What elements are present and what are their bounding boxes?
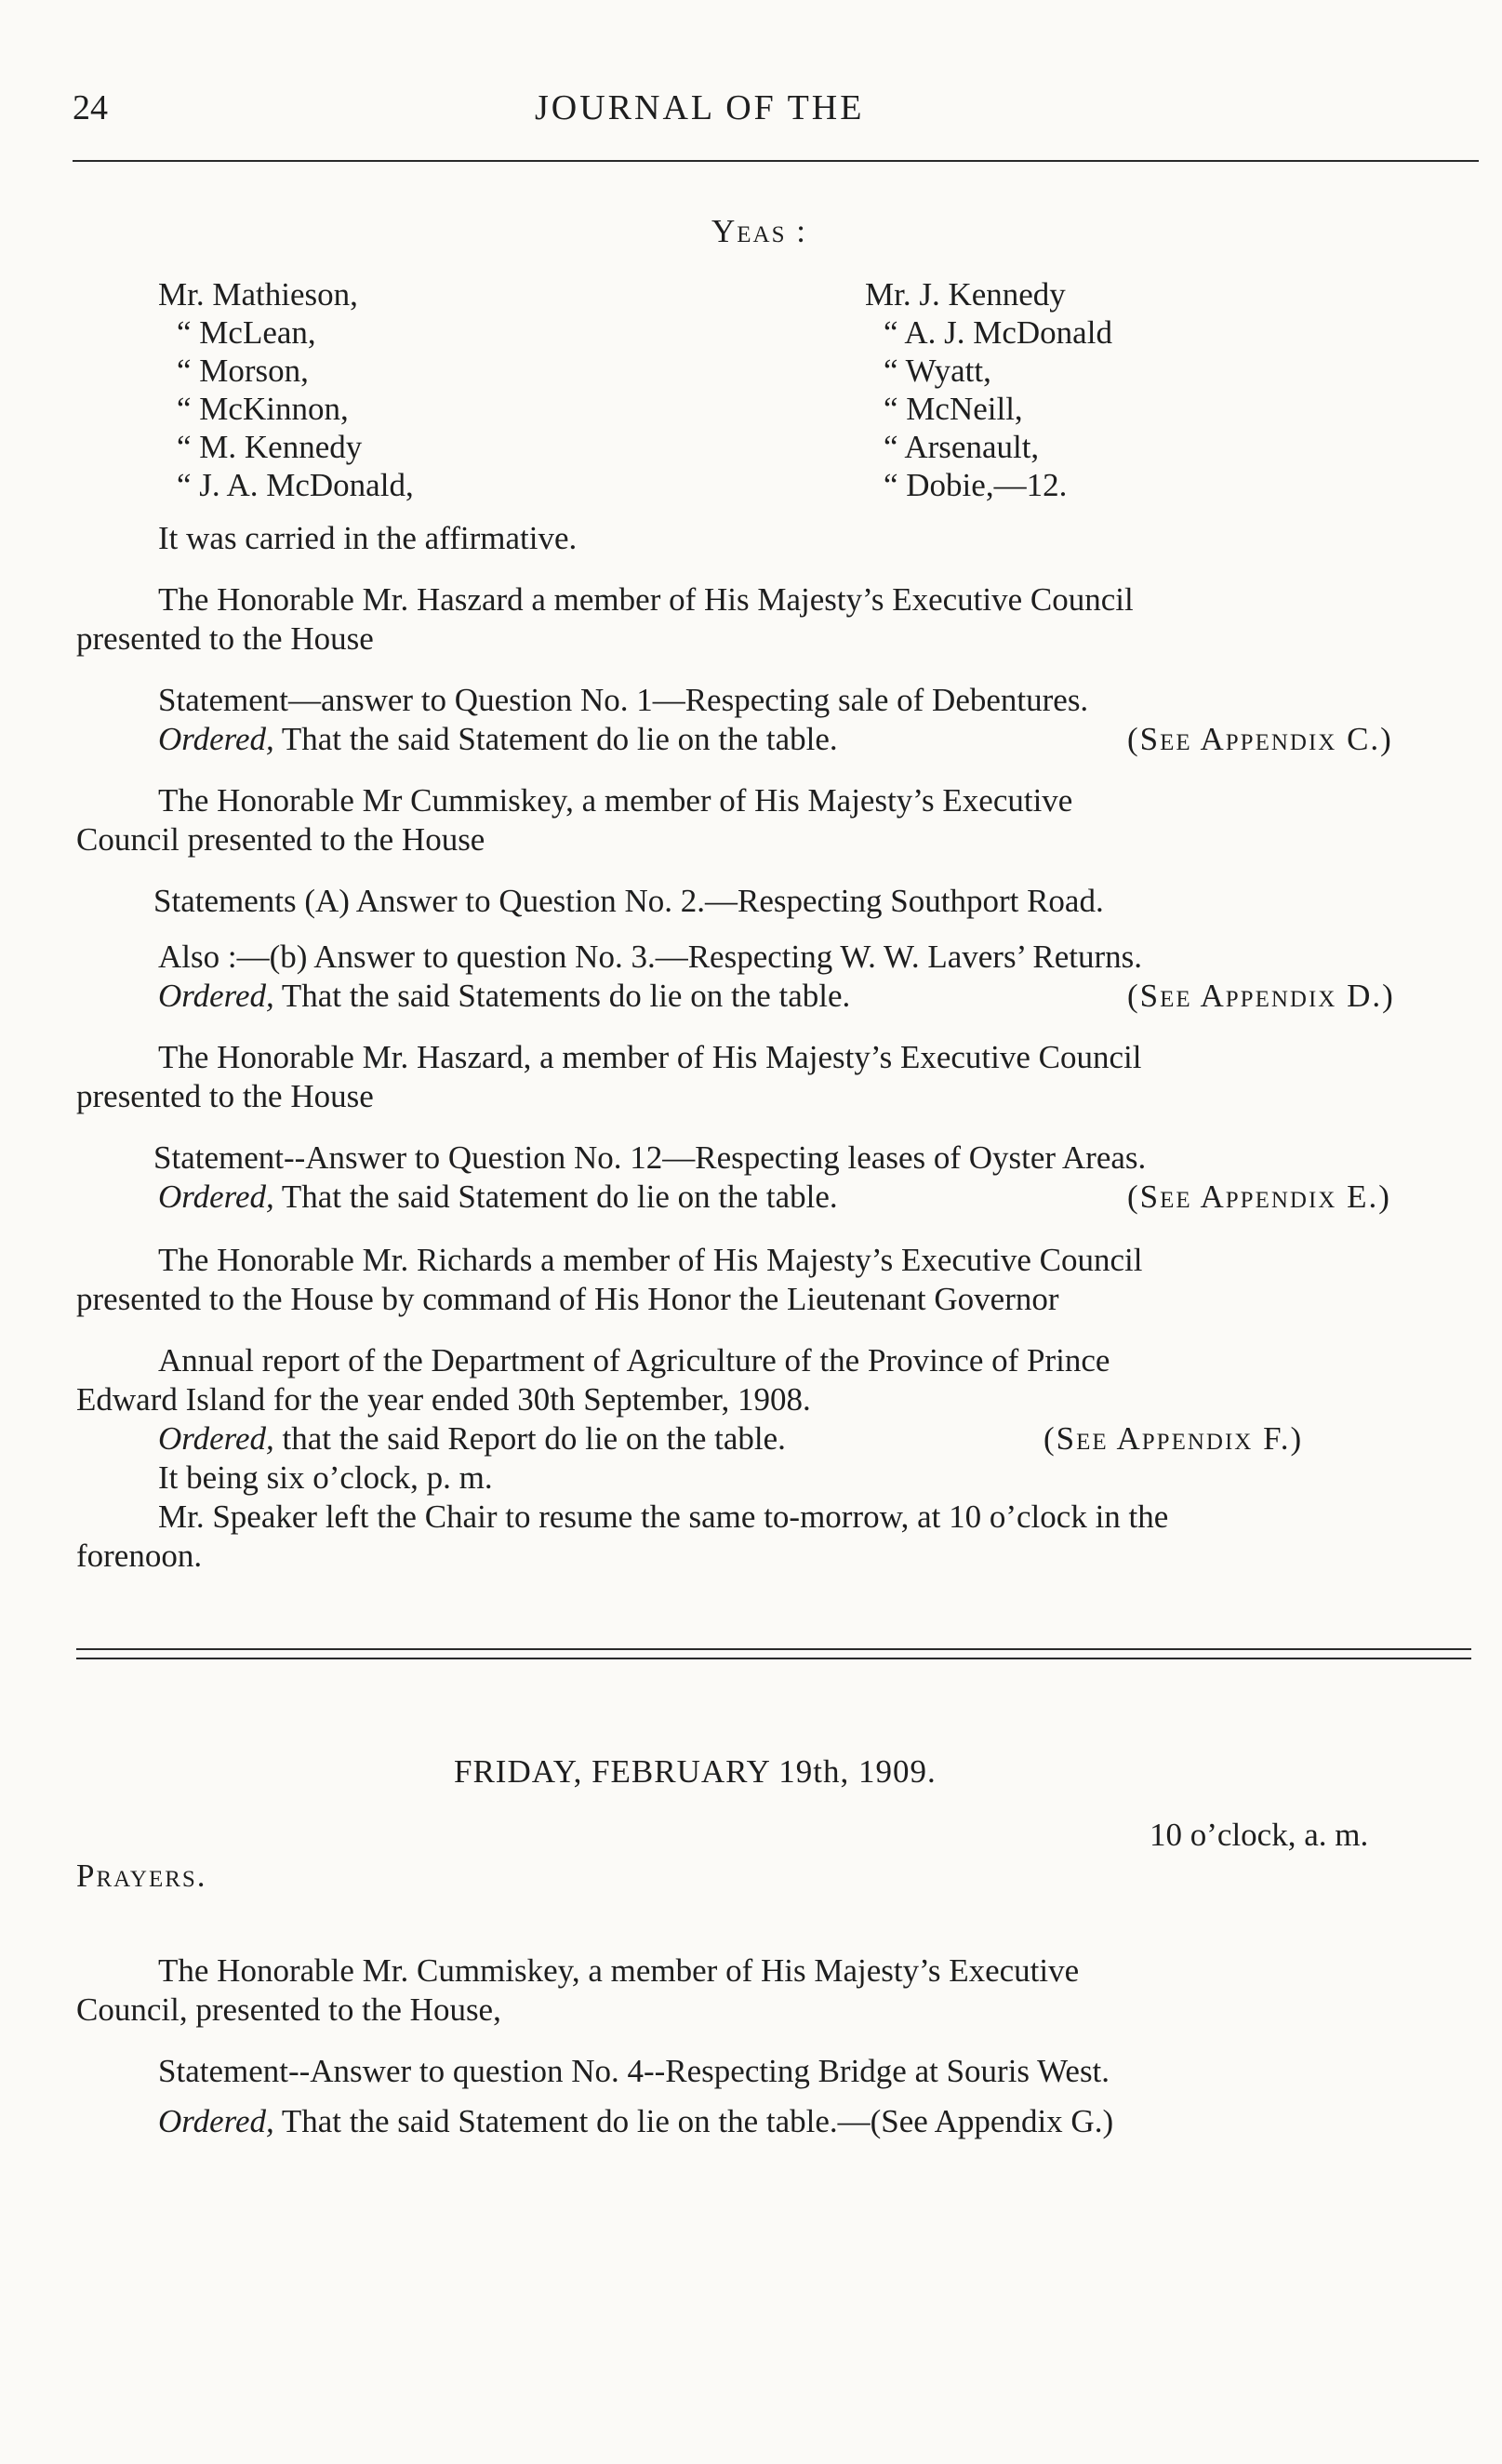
p4-report-line1: Annual report of the Department of Agriculture of the Province of Prince [158,1342,1110,1379]
p1-statement: Statement—answer to Question No. 1—Respecting sale of Debentures. [158,682,1089,718]
p2-line1: The Honorable Mr Cummiskey, a member of His Majesty’s Executive [158,782,1073,819]
friday-line1: The Honorable Mr. Cummiskey, a member of His Majesty’s Executive [158,1952,1080,1989]
ordered-text: That the said Statements do lie on the table. [281,978,851,1014]
ordered-label: Ordered, [158,1179,274,1215]
prayers-heading: Prayers. [76,1858,207,1894]
yea-right-3: “ Wyatt, [884,353,991,389]
yeas-heading: Yeas : [711,213,807,249]
running-title: JOURNAL OF THE [535,88,865,127]
p4-clock: It being six o’clock, p. m. [158,1459,493,1496]
p1-line2: presented to the House [76,620,374,657]
ordered-text: that the said Report do lie on the table. [282,1420,786,1457]
ordered-text: That the said Statement do lie on the table.—(See Appendix G.) [281,2103,1114,2139]
ordered-label: Ordered, [158,721,274,757]
page-number: 24 [73,88,108,127]
p4-appendix: (See Appendix F.) [1043,1420,1304,1457]
vote-result: It was carried in the affirmative. [158,520,578,556]
p2-ordered [158,977,850,1016]
ordered-label: Ordered, [158,2103,274,2139]
yea-right-1: Mr. J. Kennedy [865,276,1066,313]
p3-appendix: (See Appendix E.) [1127,1179,1391,1215]
ordered-label: Ordered, [158,1420,274,1457]
sitting-time: 10 o’clock, a. m. [1150,1817,1369,1853]
p1-ordered [158,720,838,759]
yea-left-4: “ McKinnon, [177,391,349,427]
ordered-text: That the said Statement do lie on the table. [281,721,838,757]
section-rule-bottom [76,1658,1471,1659]
friday-statement: Statement--Answer to question No. 4--Respecting Bridge at Souris West. [158,2053,1110,2089]
p4-line2: presented to the House by command of His Honor the Lieutenant Governor [76,1281,1059,1317]
yea-left-5: “ M. Kennedy [177,429,363,465]
p4-report-line2: Edward Island for the year ended 30th September, 1908. [76,1381,811,1418]
p1-appendix: (See Appendix C.) [1127,721,1393,757]
p4-speaker-line1: Mr. Speaker left the Chair to resume the same to-morrow, at 10 o’clock in the [158,1498,1169,1535]
yea-right-4: “ McNeill, [884,391,1023,427]
yea-left-1: Mr. Mathieson, [158,276,358,313]
p2-statement-a: Statements (A) Answer to Question No. 2.—Respecting Southport Road. [153,883,1104,919]
yea-right-6: “ Dobie,—12. [884,467,1068,503]
p1-line1: The Honorable Mr. Haszard a member of His Majesty’s Executive Council [158,581,1134,618]
header-rule [73,160,1479,162]
p3-statement: Statement--Answer to Question No. 12—Respecting leases of Oyster Areas. [153,1139,1147,1176]
friday-date: FRIDAY, FEBRUARY 19th, 1909. [454,1753,937,1790]
p4-speaker-line2: forenoon. [76,1538,203,1574]
section-rule-top [76,1648,1471,1650]
p4-line1: The Honorable Mr. Richards a member of His Majesty’s Executive Council [158,1242,1143,1278]
ordered-label: Ordered, [158,978,274,1014]
p2-line2: Council presented to the House [76,821,485,858]
yea-left-6: “ J. A. McDonald, [177,467,414,503]
p3-ordered [158,1178,838,1217]
p3-line1: The Honorable Mr. Haszard, a member of His Majesty’s Executive Council [158,1039,1142,1075]
yea-left-3: “ Morson, [177,353,309,389]
yea-left-2: “ McLean, [177,314,316,351]
yea-right-2: “ A. J. McDonald [884,314,1112,351]
yea-right-5: “ Arsenault, [884,429,1040,465]
p2-statement-b: Also :—(b) Answer to question No. 3.—Respecting W. W. Lavers’ Returns. [158,939,1142,975]
p4-ordered [158,1419,786,1458]
ordered-text: That the said Statement do lie on the table. [281,1179,838,1215]
friday-line2: Council, presented to the House, [76,1991,501,2028]
p3-line2: presented to the House [76,1078,374,1114]
friday-ordered [158,2102,1113,2141]
p2-appendix: (See Appendix D.) [1127,978,1395,1014]
